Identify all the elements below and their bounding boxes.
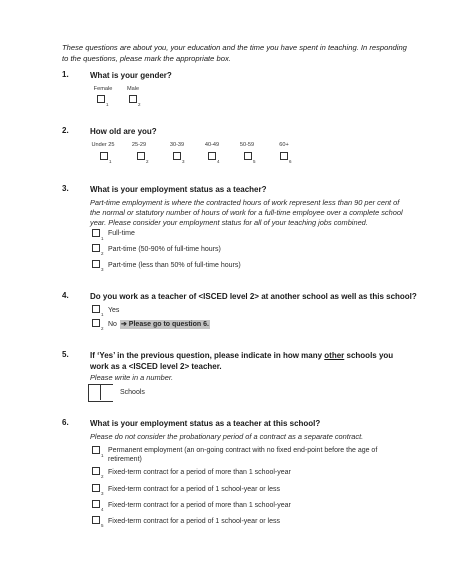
q2-code: 3 xyxy=(182,159,185,164)
q4-checkbox-no[interactable] xyxy=(92,319,100,327)
q6-checkbox-fixed-1-or-less-b[interactable] xyxy=(92,516,100,524)
q6-note: Please do not consider the probationary period of a contract as a separate contract. xyxy=(90,432,364,441)
q3-code: 2 xyxy=(101,251,104,256)
q6-text: What is your employment status as a teacher at this school? xyxy=(90,419,321,428)
q1-code: 2 xyxy=(138,102,141,107)
q6-code: 3 xyxy=(101,491,104,496)
q3-code: 1 xyxy=(101,236,104,241)
q4-option-label: No xyxy=(108,321,117,328)
q6-option-label: Fixed-term contract for a period of 1 school-year or less xyxy=(108,518,280,525)
q4-number: 4. xyxy=(62,291,69,300)
q6-option-label: Fixed-term contract for a period of 1 school-year or less xyxy=(108,486,280,493)
q3-note: Part-time employment is where the contracted hours of work represent less than 90 per cent of the normal or statutory number of hours of work for a full-time employee over a complete school year. Please consider your employment status for all of your teaching jobs combined. xyxy=(90,198,403,227)
q6-option-label: Fixed-term contract for a period of more than 1 school-year xyxy=(108,469,291,476)
q6-option-label: Permanent employment (an on-going contract with no fixed end-point before the age of retirement) xyxy=(108,447,378,463)
q6-checkbox-fixed-more-1[interactable] xyxy=(92,467,100,475)
q6-number: 6. xyxy=(62,418,69,427)
q1-checkbox-female[interactable] xyxy=(97,95,105,103)
q4-checkbox-yes[interactable] xyxy=(92,305,100,313)
q2-code: 6 xyxy=(289,159,292,164)
q6-checkbox-fixed-more-1-b[interactable] xyxy=(92,500,100,508)
q2-checkbox-under-25[interactable] xyxy=(100,152,108,160)
q2-checkbox-40-49[interactable] xyxy=(208,152,216,160)
q3-option-label: Part-time (less than 50% of full-time hours) xyxy=(108,262,241,269)
q2-option-label: Under 25 xyxy=(91,142,115,148)
q6-code: 4 xyxy=(101,507,104,512)
q3-number: 3. xyxy=(62,184,69,193)
q1-text: What is your gender? xyxy=(90,71,172,80)
q1-code: 1 xyxy=(106,102,109,107)
q5-text: If ‘Yes’ in the previous question, please indicate in how many other schools you work as a <ISCED level 2> teacher. xyxy=(90,351,394,371)
q2-checkbox-30-39[interactable] xyxy=(173,152,181,160)
q3-text: What is your employment status as a teacher? xyxy=(90,185,267,194)
q2-checkbox-25-29[interactable] xyxy=(137,152,145,160)
q4-text: Do you work as a teacher of <ISCED level 2> at another school as well as this school? xyxy=(90,292,417,301)
q2-checkbox-50-59[interactable] xyxy=(244,152,252,160)
q4-code: 2 xyxy=(101,326,104,331)
q5-input-divider xyxy=(100,384,101,400)
q2-option-label: 30-39 xyxy=(169,142,185,148)
q5-number: 5. xyxy=(62,350,69,359)
q4-option-label: Yes xyxy=(108,307,120,314)
q1-checkbox-male[interactable] xyxy=(129,95,137,103)
q6-code: 1 xyxy=(101,453,104,458)
q3-checkbox-part-time-less-50[interactable] xyxy=(92,260,100,268)
q2-code: 5 xyxy=(253,159,256,164)
q2-option-label: 40-49 xyxy=(204,142,220,148)
q2-option-label: 60+ xyxy=(279,142,289,148)
q6-code: 5 xyxy=(101,523,104,528)
q2-option-label: 25-29 xyxy=(131,142,147,148)
q2-number: 2. xyxy=(62,126,69,135)
q1-option-label: Female xyxy=(93,86,113,92)
q2-checkbox-60-plus[interactable] xyxy=(280,152,288,160)
q2-option-label: 50-59 xyxy=(239,142,255,148)
q4-skip-instruction: ➔ Please go to question 6. xyxy=(121,321,209,328)
q1-number: 1. xyxy=(62,70,69,79)
q2-code: 4 xyxy=(217,159,220,164)
q5-note: Please write in a number. xyxy=(90,373,174,382)
q2-code: 2 xyxy=(146,159,149,164)
q3-checkbox-full-time[interactable] xyxy=(92,229,100,237)
q5-unit-label: Schools xyxy=(120,389,145,396)
q3-option-label: Part-time (50-90% of full-time hours) xyxy=(108,246,221,253)
q4-code: 1 xyxy=(101,312,104,317)
q6-code: 2 xyxy=(101,474,104,479)
q6-checkbox-permanent[interactable] xyxy=(92,446,100,454)
q3-code: 3 xyxy=(101,267,104,272)
q2-code: 1 xyxy=(109,159,112,164)
q2-text: How old are you? xyxy=(90,127,157,136)
q3-option-label: Full-time xyxy=(108,230,135,237)
q1-option-label: Male xyxy=(126,86,140,92)
q6-checkbox-fixed-1-or-less[interactable] xyxy=(92,484,100,492)
q3-checkbox-part-time-50-90[interactable] xyxy=(92,244,100,252)
q6-option-label: Fixed-term contract for a period of more than 1 school-year xyxy=(108,502,291,509)
intro-text: These questions are about you, your education and the time you have spent in teaching. In responding to the questions, please mark the appropriate box. xyxy=(62,43,407,63)
